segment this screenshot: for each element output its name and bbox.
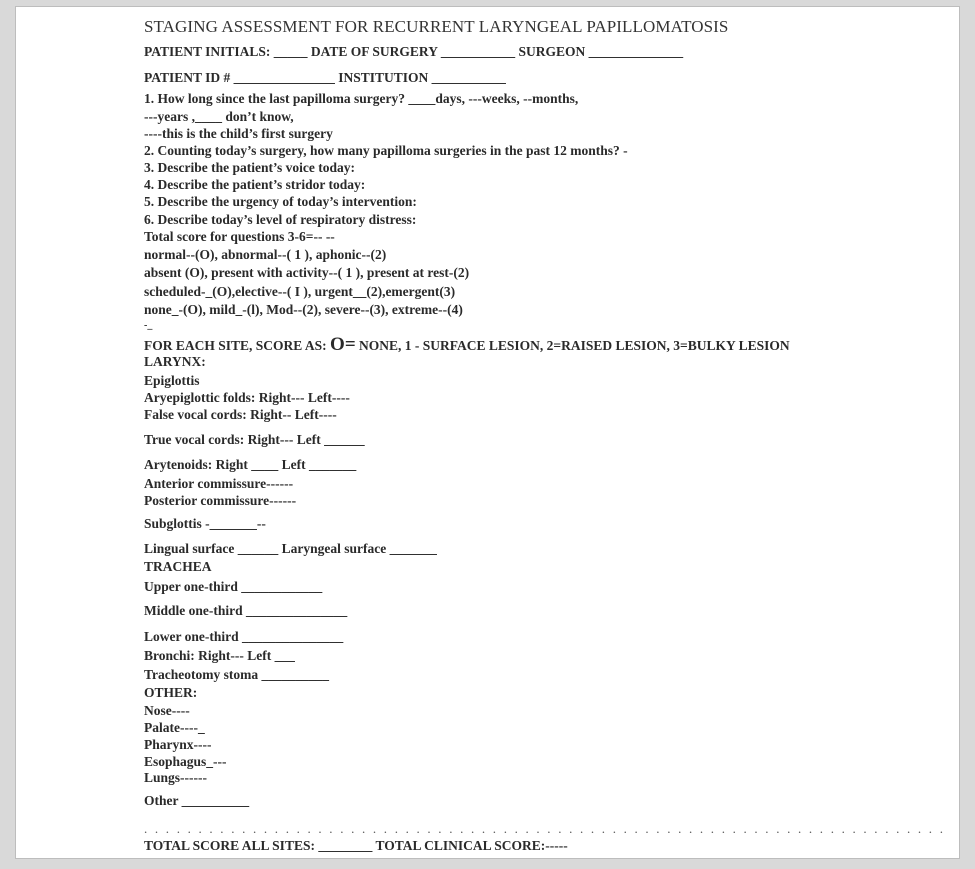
- site-esophagus: Esophagus_---: [144, 754, 227, 769]
- question-5: 5. Describe the urgency of today’s intervention:: [144, 194, 417, 209]
- question-1-line-2: ---years ,____ don’t know,: [144, 109, 294, 124]
- options-voice: normal--(O), abnormal--( 1 ), aphonic--(2): [144, 247, 387, 262]
- site-arytenoids: Arytenoids: Right ____ Left _______: [144, 457, 357, 472]
- dotted-separator: . . . . . . . . . . . . . . . . . . . . . . . . . . . . . . . . . . . . . . . . . . . . . . . . . . . . . . . . . . . . . . . . . . . . . . . . . .: [144, 821, 946, 836]
- site-false-vocal-cords: False vocal cords: Right-- Left----: [144, 407, 337, 422]
- section-trachea: TRACHEA: [144, 559, 212, 574]
- site-other: Other __________: [144, 793, 250, 808]
- question-1-line-1: 1. How long since the last papilloma surgery? ____days, ---weeks, --months,: [144, 91, 579, 106]
- site-pharynx: Pharynx----: [144, 737, 212, 752]
- site-aryepiglottic-folds: Aryepiglottic folds: Right--- Left----: [144, 390, 350, 405]
- total-scores: TOTAL SCORE ALL SITES: ________ TOTAL CLINICAL SCORE:-----: [144, 838, 568, 853]
- site-subglottis: Subglottis -_______--: [144, 516, 266, 531]
- header-patient-initials: PATIENT INITIALS: _____ DATE OF SURGERY ___________ SURGEON ______________: [144, 44, 684, 59]
- site-scoring-zero: O=: [330, 334, 356, 355]
- question-2: 2. Counting today’s surgery, how many papilloma surgeries in the past 12 months? -: [144, 143, 628, 158]
- options-urgency: scheduled-_(O),elective--( I ), urgent__(2),emergent(3): [144, 284, 456, 299]
- site-scoring-instructions: [144, 334, 790, 355]
- site-bronchi: Bronchi: Right--- Left ___: [144, 648, 295, 663]
- header-patient-id: PATIENT ID # _______________ INSTITUTION ___________: [144, 70, 506, 85]
- site-true-vocal-cords: True vocal cords: Right--- Left ______: [144, 432, 365, 447]
- section-larynx: LARYNX:: [144, 354, 206, 369]
- site-palate: Palate----_: [144, 720, 205, 735]
- question-4: 4. Describe the patient’s stridor today:: [144, 177, 366, 192]
- site-middle-one-third: Middle one-third _______________: [144, 603, 348, 618]
- site-tracheotomy-stoma: Tracheotomy stoma __________: [144, 667, 329, 682]
- site-upper-one-third: Upper one-third ____________: [144, 579, 323, 594]
- site-scoring-suffix: NONE, 1 - SURFACE LESION, 2=RAISED LESION, 3=BULKY LESION: [355, 338, 790, 353]
- site-lingual-laryngeal-surface: Lingual surface ______ Laryngeal surface _______: [144, 541, 437, 556]
- question-1-line-3: ----this is the child’s first surgery: [144, 126, 333, 141]
- form-sheet: [15, 6, 960, 859]
- options-distress: none_-(O), mild_-(l), Mod--(2), severe--(3), extreme--(4): [144, 302, 463, 317]
- site-lungs: Lungs------: [144, 770, 207, 785]
- options-stridor: absent (O), present with activity--( 1 ), present at rest-(2): [144, 265, 470, 280]
- site-epiglottis: Epiglottis: [144, 373, 200, 388]
- site-lower-one-third: Lower one-third _______________: [144, 629, 344, 644]
- total-questions-3-6: Total score for questions 3-6=-- --: [144, 229, 335, 244]
- site-posterior-commissure: Posterior commissure------: [144, 493, 297, 508]
- question-3: 3. Describe the patient’s voice today:: [144, 160, 355, 175]
- stray-mark: -_: [144, 320, 153, 331]
- site-anterior-commissure: Anterior commissure------: [144, 476, 294, 491]
- site-nose: Nose----: [144, 703, 190, 718]
- question-6: 6. Describe today’s level of respiratory distress:: [144, 212, 417, 227]
- form-title: STAGING ASSESSMENT FOR RECURRENT LARYNGEAL PAPILLOMATOSIS: [144, 17, 729, 36]
- section-other: OTHER:: [144, 685, 198, 700]
- site-scoring-prefix: FOR EACH SITE, SCORE AS:: [144, 338, 331, 353]
